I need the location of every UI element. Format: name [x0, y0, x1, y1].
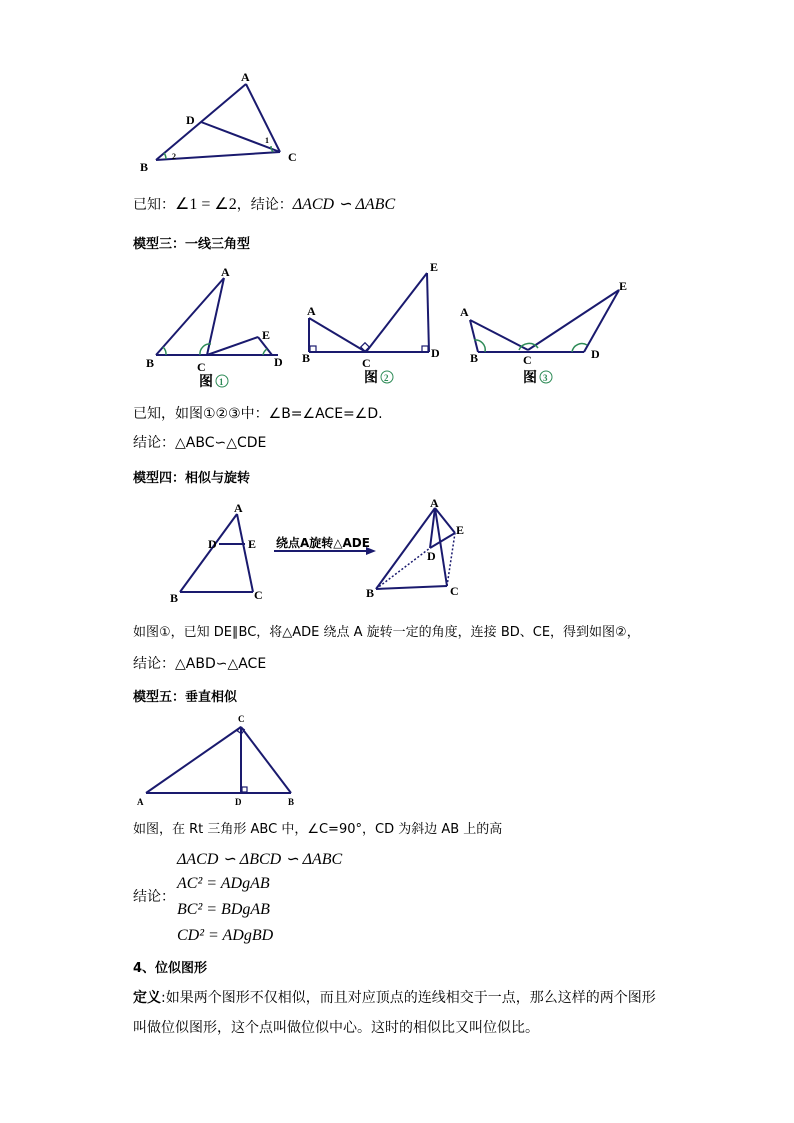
fig1-label-c: C	[197, 360, 206, 374]
model3-title: 模型三：一线三角型	[133, 237, 251, 252]
definition-line-1: 定义:如果两个图形不仅相似，而且对应顶点的连线相交于一点，那么这样的两个图形	[133, 990, 656, 1006]
fig2-label-e: E	[430, 260, 439, 274]
fig3-label-e: E	[619, 279, 628, 293]
fig2-label-a: A	[307, 304, 316, 318]
m4-fig2-label-b: B	[366, 586, 375, 600]
fig1-label-b: B	[146, 356, 155, 370]
m4-fig1-label-b: B	[170, 591, 179, 605]
fig1-caption: 图	[199, 374, 213, 390]
angle-1-label: 1	[265, 136, 269, 145]
model5-title: 模型五：垂直相似	[133, 690, 238, 705]
model3-conclusion: 结论：△ABC∽△CDE	[133, 435, 267, 451]
definition-label: 定义	[133, 990, 161, 1006]
m4-fig2-label-e: E	[456, 523, 465, 537]
label-d: D	[186, 113, 195, 127]
definition-line-2: 叫做位似图形，这个点叫做位似中心。这时的相似比又叫位似比。	[133, 1020, 539, 1036]
m4-fig2-label-d: D	[427, 549, 436, 563]
label-a: A	[241, 70, 250, 84]
m4-fig1-label-d: D	[208, 537, 217, 551]
fig3-label-c: C	[523, 353, 532, 367]
fig3-caption: 图	[523, 370, 537, 386]
formula-bc-squared: BC² = BDgAB	[177, 901, 270, 918]
fig2-caption: 图	[364, 370, 378, 386]
label-c: C	[288, 150, 297, 164]
model5-given: 如图，在 Rt 三角形 ABC 中，∠C=90°，CD 为斜边 AB 上的高	[133, 822, 503, 837]
formula-cd-squared: CD² = ADgBD	[177, 927, 274, 944]
formula-ac-squared: AC² = ADgAB	[177, 875, 270, 892]
m4-fig2-label-a: A	[430, 496, 439, 510]
fig1-label-a: A	[221, 265, 230, 279]
m5-label-b: B	[288, 797, 295, 807]
fig3-label-b: B	[470, 351, 479, 365]
rotation-arrow-caption: 绕点A旋转△ADE	[276, 536, 370, 550]
angle-2-label: 2	[172, 152, 176, 161]
fig2-mark: 2	[384, 373, 389, 383]
fig2-label-c: C	[362, 356, 371, 370]
fig1-label-d: D	[274, 355, 283, 369]
m4-fig1-label-a: A	[234, 501, 243, 515]
fig2-label-b: B	[302, 351, 311, 365]
label-b: B	[140, 160, 149, 174]
section4-title: 4、位似图形	[133, 961, 208, 976]
model4-conclusion: 结论：△ABD∽△ACE	[133, 656, 267, 672]
m5-label-a: A	[137, 797, 144, 807]
fig1-mark: 1	[219, 377, 224, 387]
m4-fig2-label-c: C	[450, 584, 459, 598]
model5-conclusion-label: 结论：	[133, 889, 175, 905]
m4-fig1-label-c: C	[254, 588, 263, 602]
given-line-ex2: 已知：∠1 = ∠2，结论：ΔACD ∽ ΔABC	[133, 196, 396, 213]
formula-similar-triangles: ΔACD ∽ ΔBCD ∽ ΔABC	[177, 851, 343, 868]
model4-given: 如图①，已知 DE∥BC，将△ADE 绕点 A 旋转一定的角度，连接 BD、CE，得到如图②，	[133, 625, 640, 640]
m5-label-c: C	[238, 714, 245, 724]
model3-given: 已知，如图①②③中：∠B=∠ACE=∠D.	[133, 406, 383, 422]
fig1-label-e: E	[262, 328, 271, 342]
fig2-label-d: D	[431, 346, 440, 360]
m4-fig1-label-e: E	[248, 537, 257, 551]
m5-label-d: D	[235, 797, 242, 807]
fig3-label-a: A	[460, 305, 469, 319]
fig3-mark: 3	[543, 373, 548, 383]
model4-title: 模型四：相似与旋转	[133, 471, 251, 486]
fig3-label-d: D	[591, 347, 600, 361]
